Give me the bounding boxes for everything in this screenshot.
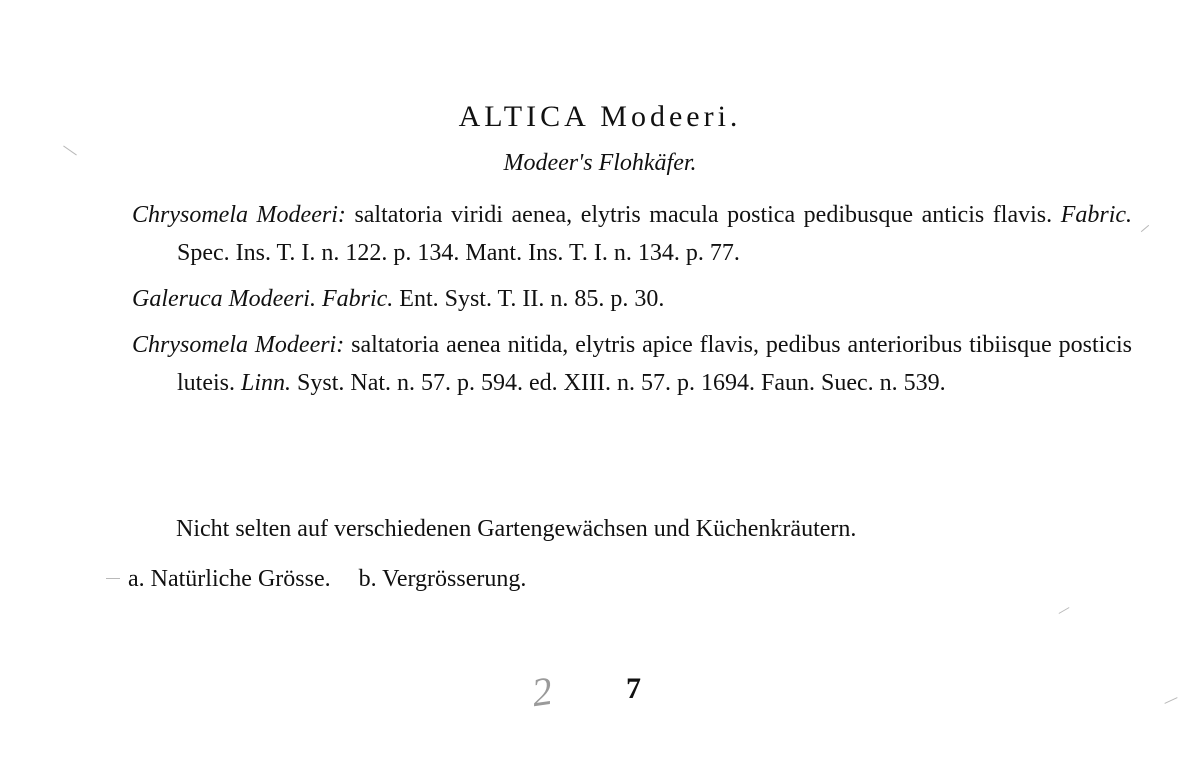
paper-speck [106,578,120,579]
synonym-author: Fabric. [1060,202,1133,228]
page-title [0,100,1200,134]
habitat-note: Nicht selten auf verschiedenen Gartengewächsen und Küchenkräutern. [176,516,857,542]
synonym-reference: Spec. Ins. T. I. n. 122. p. 134. Mant. Ins. T. I. n. 134. p. 77. [177,240,740,266]
paper-speck [1141,225,1149,232]
legend-magnification: b. Vergrösserung. [358,566,527,592]
synonymy-list [132,196,1132,402]
synonym-description: saltatoria viridi aenea, elytris macula postica pedibusque anticis flavis. [354,202,1053,228]
synonym-name: Chrysomela Modeeri: [132,202,346,228]
figure-legend [128,566,526,593]
synonym-name: Chrysomela Modeeri: [132,332,345,358]
title-genus: ALTICA [458,100,590,133]
synonym-reference: Ent. Syst. T. II. n. 85. p. 30. [399,286,665,312]
synonym-name: Galeruca Modeeri. [132,286,316,312]
legend-natural-size: a. Natürliche Grösse. [128,566,331,592]
pencil-annotation: 2 [528,667,556,716]
synonym-entry [132,196,1132,272]
common-name-subtitle: Modeer's Flohkäfer. [503,150,697,176]
synonym-entry [132,326,1132,402]
synonym-reference: Syst. Nat. n. 57. p. 594. ed. XIII. n. 57. p. 1694. Faun. Suec. n. 539. [297,370,946,396]
synonym-entry [132,280,1132,318]
synonym-author: Fabric. [321,286,394,312]
synonym-description: saltatoria aenea nitida, elytris apice flavis, pedibus anterioribus tibiisque posticis luteis. [177,332,1133,396]
paper-speck [1164,697,1177,704]
synonym-author: Linn. [241,370,292,396]
title-species: Modeeri. [600,100,742,133]
page-number: 7 [626,672,641,705]
paper-speck [1059,607,1070,614]
